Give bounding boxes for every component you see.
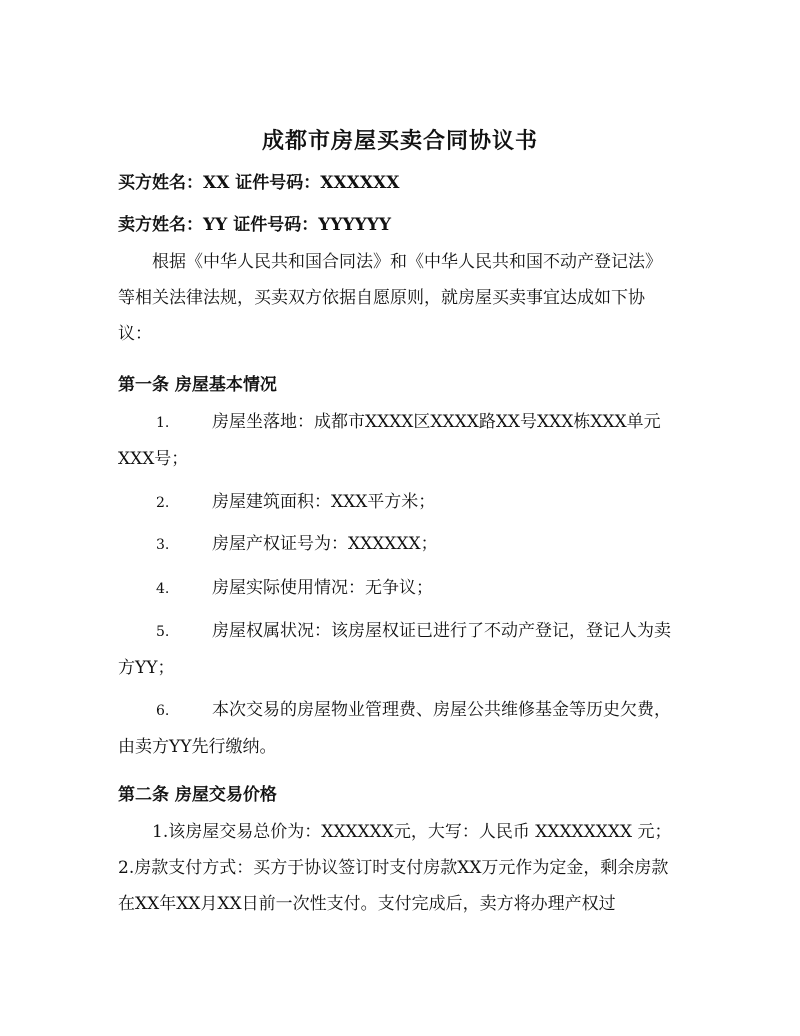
- list-item: [118, 526, 678, 563]
- price-line: 1.该房屋交易总价为：XXXXXX元，大写：人民币 XXXXXXXX 元；: [152, 822, 672, 842]
- item-number: 1.: [156, 415, 170, 431]
- item-number: 3.: [156, 537, 170, 553]
- item-text: 房屋权属状况：该房屋权证已进行了不动产登记，登记人为卖方YY；: [118, 621, 671, 678]
- item-text: 房屋产权证号为：XXXXXX；: [212, 534, 438, 554]
- intro-paragraph: [118, 244, 678, 352]
- list-item: [118, 484, 678, 521]
- item-text: 房屋建筑面积：XXX平方米；: [212, 492, 436, 512]
- list-item: [118, 570, 678, 607]
- buyer-line: 买方姓名：XX 证件号码：XXXXXX: [118, 173, 400, 193]
- article1-heading: 第一条 房屋基本情况: [118, 375, 277, 395]
- item-number: 6.: [156, 703, 170, 719]
- item-number: 5.: [156, 624, 170, 640]
- item-text: 房屋实际使用情况：无争议；: [212, 578, 433, 598]
- item-text: 本次交易的房屋物业管理费、房屋公共维修基金等历史欠费，由卖方YY先行缴纳。: [118, 700, 671, 757]
- list-item: [118, 613, 678, 686]
- list-item: [118, 692, 678, 765]
- list-item: [118, 404, 678, 477]
- item-number: 2.: [156, 495, 170, 511]
- document-title: 成都市房屋买卖合同协议书: [261, 128, 538, 154]
- article2-heading: 第二条 房屋交易价格: [118, 785, 277, 805]
- intro-text: 根据《中华人民共和国合同法》和《中华人民共和国不动产登记法》等相关法律法规，买卖双方依据自愿原则，就房屋买卖事宜达成如下协议：: [118, 252, 662, 344]
- item-number: 4.: [156, 581, 170, 597]
- payment-paragraph: 2.房款支付方式：买方于协议签订时支付房款XX万元作为定金，剩余房款在XX年XX月XX日前一次性支付。支付完成后，卖方将办理产权过: [118, 858, 669, 914]
- seller-line: 卖方姓名：YY 证件号码：YYYYYY: [118, 215, 392, 235]
- item-text: 房屋坐落地：成都市XXXX区XXXX路XX号XXX栋XXX单元XXX号；: [118, 412, 661, 469]
